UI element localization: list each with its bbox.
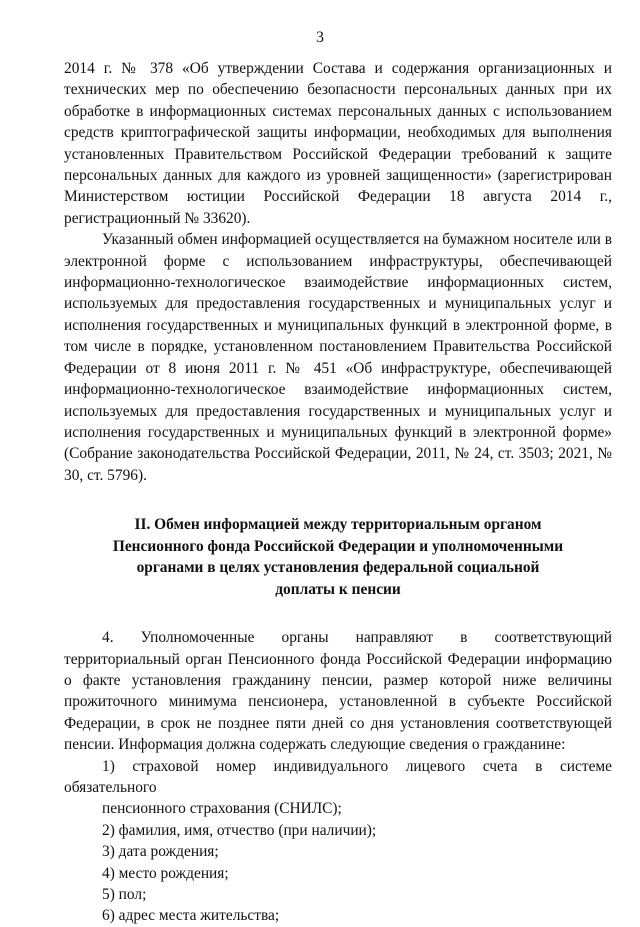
list-item-continuation: пенсионного страхования (СНИЛС);	[102, 800, 342, 818]
section-heading-line: доплаты к пенсии	[275, 580, 401, 598]
section-heading-line: органами в целях установления федеральной социальной	[136, 559, 540, 577]
page-number: 3	[316, 29, 324, 46]
list-item: 3) дата рождения;	[102, 843, 219, 861]
list-item: 1) страховой номер индивидуального лицевого счета в системе обязательного	[64, 757, 612, 796]
list-item: 2) фамилия, имя, отчество (при наличии);	[102, 821, 377, 839]
list-item: 6) адрес места жительства;	[102, 907, 280, 925]
paragraph-clause-4: 4. Уполномоченные органы направляют в соответствующий территориальный орган Пенсионного фонда Российской Федерации информацию о факте установления гражданину пенсии, размер которой ниже величины прожиточного минимума пенсионера, установленной в субъекте Российской Федерации, в срок не позднее пяти дней со дня установления соответствующей пенсии. Информация должна содержать следующие сведения о гражданине:	[64, 629, 612, 754]
citizen-info-list	[64, 756, 612, 927]
section-heading-line: Пенсионного фонда Российской Федерации и уполномоченными	[112, 537, 564, 555]
paragraph-exchange-method: Указанный обмен информацией осуществляется на бумажном носителе или в электронной форме с использованием инфраструктуры, обеспечивающей информационно-технологическое взаимодействие информационных систем, используемых для предоставления государственных и муниципальных услуг и исполнения государственных и муниципальных функций в электронной форме, в том числе в порядке, установленном постановлением Правительства Российской Федерации от 8 июня 2011 г. № 451 «Об инфраструктуре, обеспечивающей информационно-технологическое взаимодействие информационных систем, используемых для предоставления государственных и муниципальных услуг и исполнения государственных и муниципальных функций в электронной форме» (Собрание законодательства Российской Федерации, 2011, № 24, ст. 3503; 2021, № 30, ст. 5796).	[64, 231, 612, 484]
list-item: 5) пол;	[102, 886, 147, 903]
section-heading	[64, 514, 612, 600]
document-body	[64, 58, 612, 927]
paragraph-legal-reference: 2014 г. № 378 «Об утверждении Состава и содержания организационных и технических мер по обеспечению безопасности персональных данных при их обработке в информационных системах персональных данных с использованием средств криптографической защиты информации, необходимых для выполнения установленных Правительством Российской Федерации требований к защите персональных данных для каждого из уровней защищенности» (зарегистрирован Министерством юстиции Российской Федерации 18 августа 2014 г., регистрационный № 33620).	[64, 60, 612, 227]
list-item: 4) место рождения;	[102, 864, 229, 882]
section-heading-line: II. Обмен информацией между территориальным органом	[134, 516, 542, 534]
